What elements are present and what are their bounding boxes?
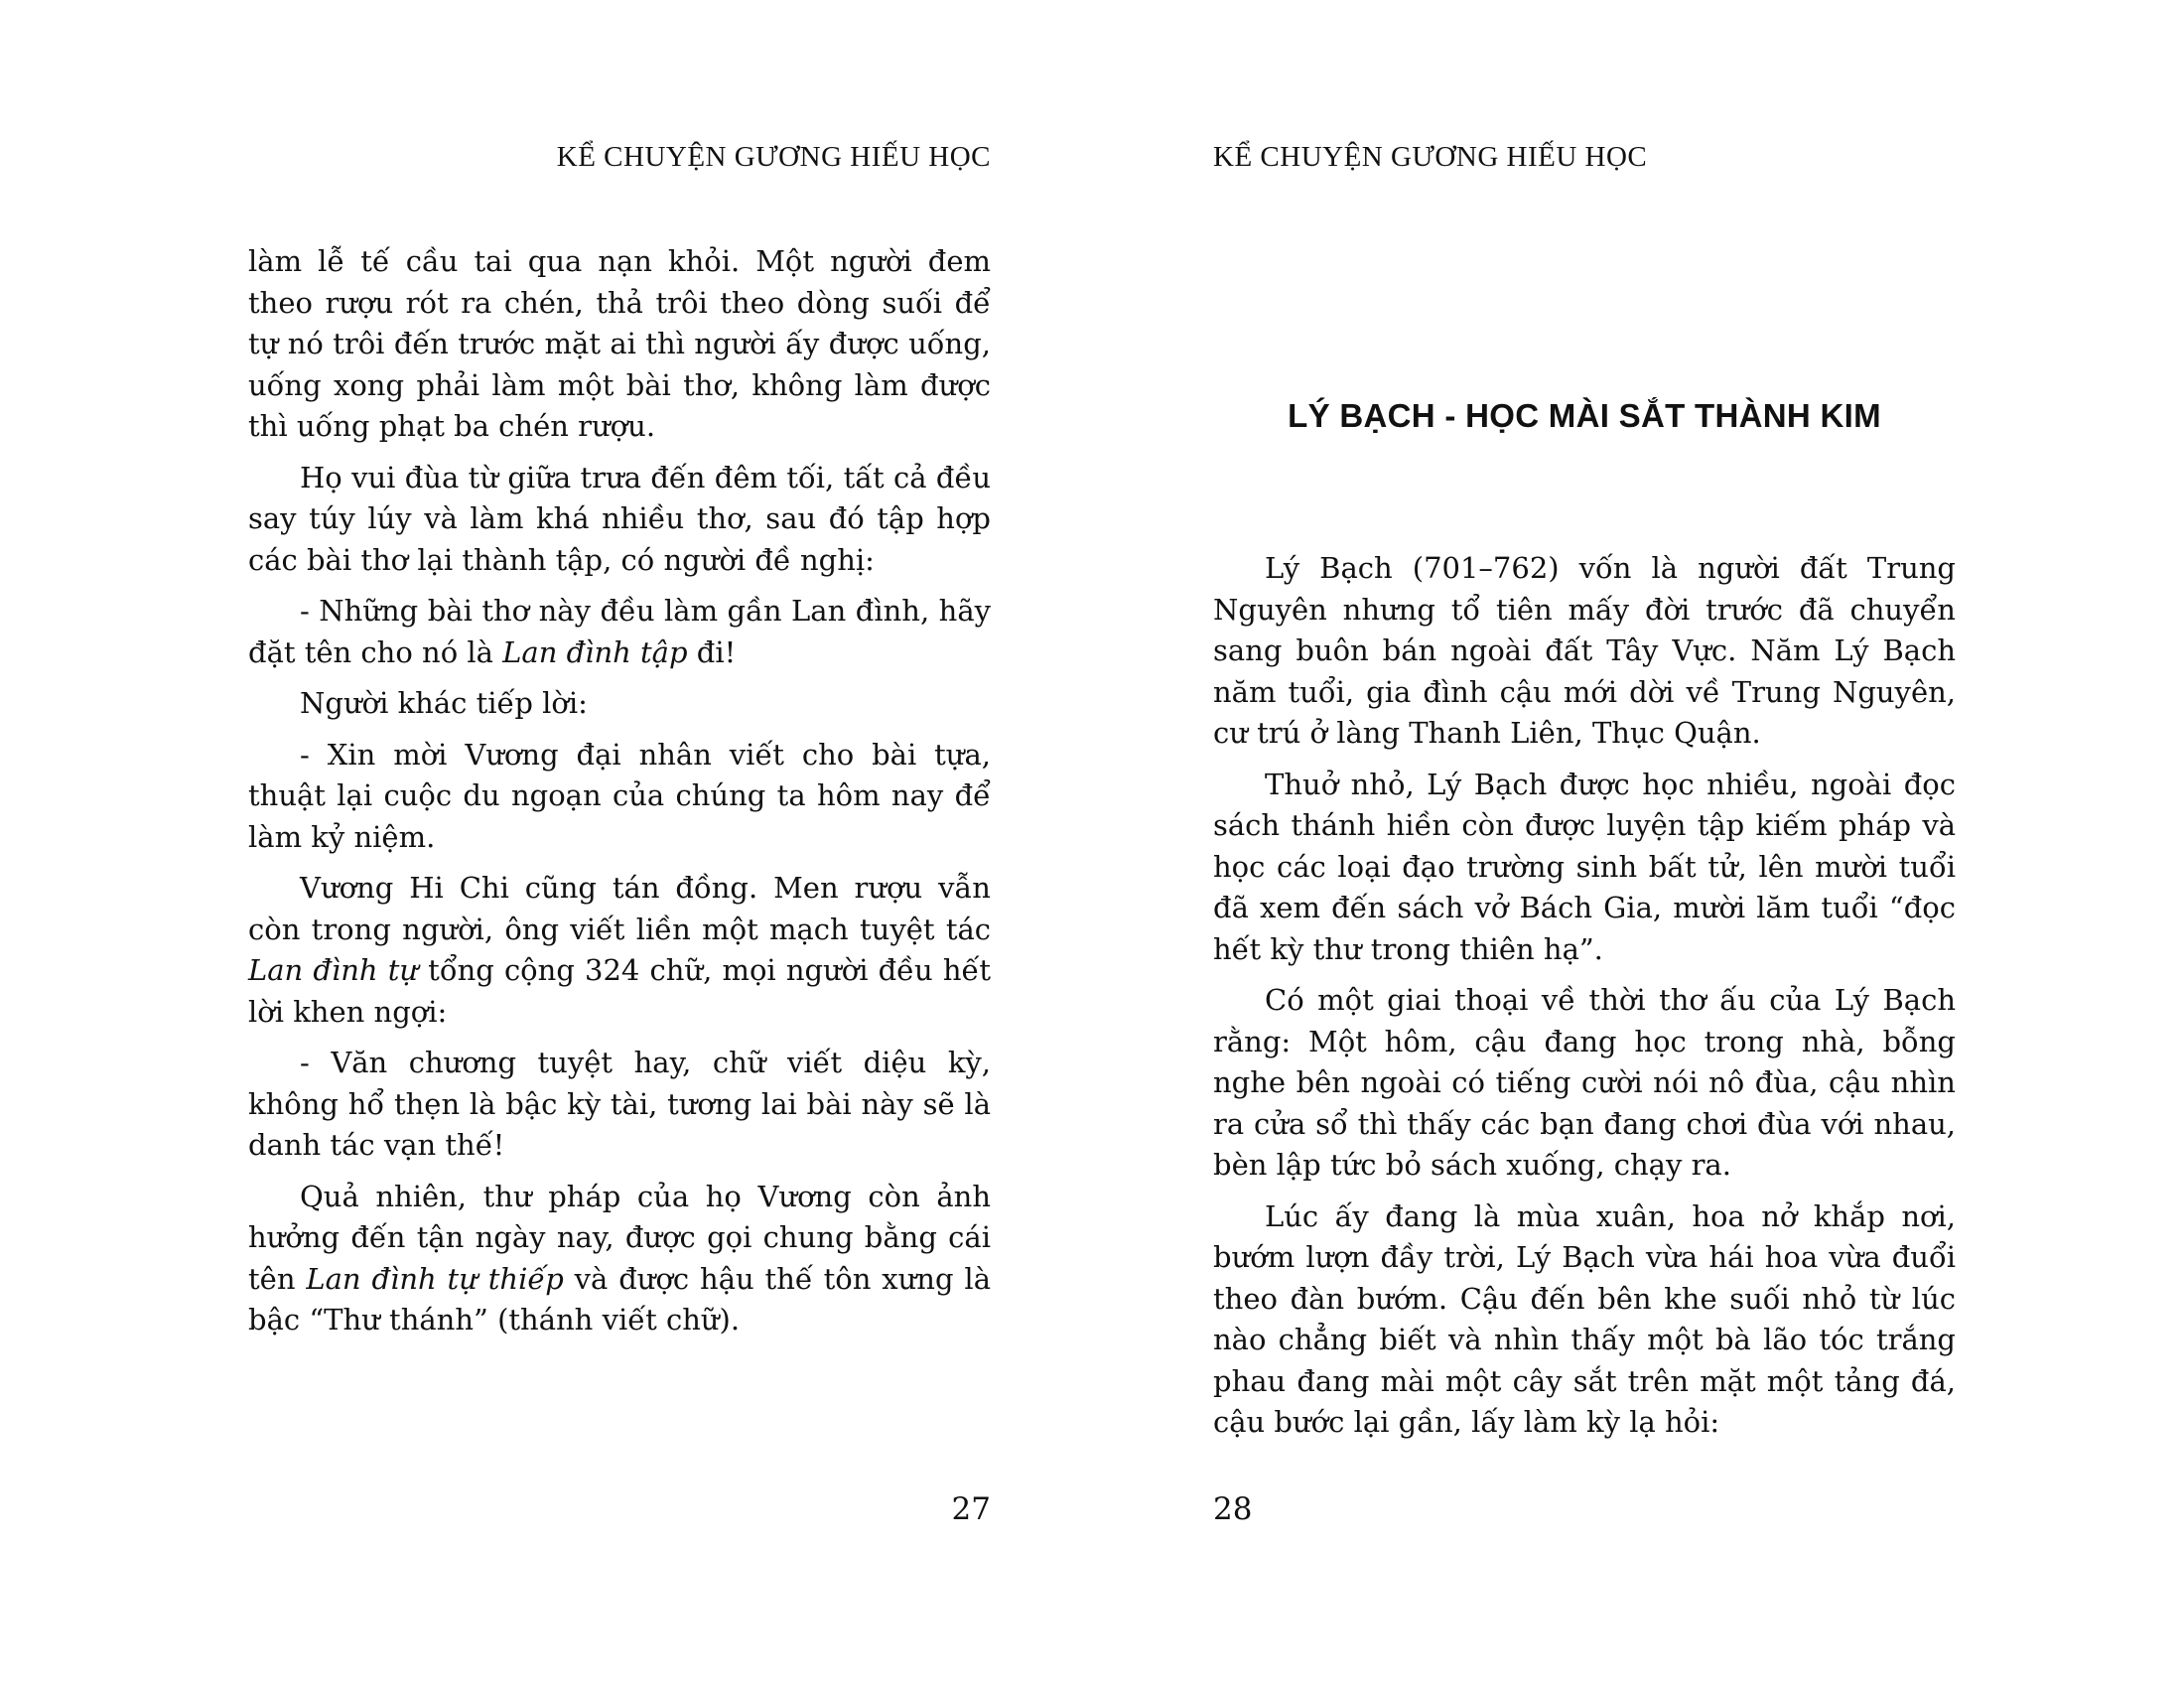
paragraph: Người khác tiếp lời: (300, 686, 588, 720)
paragraph (248, 1177, 991, 1341)
italic-title: Lan đình tự (248, 953, 419, 987)
italic-title: Lan đình tự thiếp (306, 1261, 564, 1296)
paragraph: Lý Bạch (701–762) vốn là người đất Trung Nguyên nhưng tổ tiên mấy đời trước đã chuyển sang buôn bán ngoài đất Tây Vực. Năm Lý Bạch năm tuổi, gia đình cậu mới dời về Trung Nguyên, cư trú ở làng Thanh Liên, Thục Quận. (1213, 551, 1956, 750)
text-run: - Những bài thơ này đều làm gần Lan đình, hãy đặt tên cho nó là (248, 594, 991, 669)
running-head: KỂ CHUYỆN GƯƠNG HIẾU HỌC (1213, 141, 1648, 173)
paragraph: - Văn chương tuyệt hay, chữ viết diệu kỳ, không hổ thẹn là bậc kỳ tài, tương lai bài này sẽ là danh tác vạn thế! (248, 1046, 991, 1162)
paragraph: Có một giai thoại về thời thơ ấu của Lý Bạch rằng: Một hôm, cậu đang học trong nhà, bỗng nghe bên ngoài có tiếng cười nói nô đùa, cậu nhìn ra cửa sổ thì thấy các bạn đang chơi đùa với nhau, bèn lập tức bỏ sách xuống, chạy ra. (1213, 983, 1956, 1182)
running-head: KỂ CHUYỆN GƯƠNG HIẾU HỌC (556, 141, 991, 173)
italic-title: Lan đình tập (502, 634, 688, 669)
paragraph: Thuở nhỏ, Lý Bạch được học nhiều, ngoài đọc sách thánh hiền còn được luyện tập kiếm pháp và học các loại đạo trường sinh bất tử, lên mười tuổi đã xem đến sách vở Bách Gia, mười lăm tuổi “đọc hết kỳ thư trong thiên hạ”. (1213, 767, 1956, 966)
right-page (1213, 0, 1956, 1688)
paragraph: - Xin mời Vương đại nhân viết cho bài tựa, thuật lại cuộc du ngoạn của chúng ta hôm nay để làm kỷ niệm. (248, 737, 991, 854)
paragraph: làm lễ tế cầu tai qua nạn khỏi. Một người đem theo rượu rót ra chén, thả trôi theo dòng suối để tự nó trôi đến trước mặt ai thì người ấy được uống, uống xong phải làm một bài thơ, không làm được thì uống phạt ba chén rượu. (248, 244, 991, 443)
page-body (248, 241, 991, 1351)
paragraph (248, 868, 991, 1033)
text-run: tổng cộng 324 chữ, mọi người đều hết lời khen ngợi: (248, 953, 992, 1029)
text-run: và được hậu thế tôn xưng là bậc “Thư thánh” (thánh viết chữ). (248, 1261, 991, 1336)
paragraph: Họ vui đùa từ giữa trưa đến đêm tối, tất cả đều say túy lúy và làm khá nhiều thơ, sau đó tập hợp các bài thơ lại thành tập, có người đề nghị: (248, 460, 991, 577)
left-page (248, 0, 991, 1688)
chapter-title: LÝ BẠCH - HỌC MÀI SẮT THÀNH KIM (1288, 397, 1881, 434)
paragraph (248, 591, 991, 673)
text-run: Quả nhiên, thư pháp của họ Vương còn ảnh hưởng đến tận ngày nay, được gọi chung bằng cái tên (248, 1179, 991, 1296)
page-body (1213, 548, 1956, 1454)
text-run: Vương Hi Chi cũng tán đồng. Men rượu vẫn còn trong người, ông viết liền một mạch tuyệt tác (248, 871, 991, 946)
text-run: đi! (687, 634, 737, 669)
page-number: 28 (1213, 1491, 1253, 1527)
page-number: 27 (951, 1491, 991, 1527)
paragraph: Lúc ấy đang là mùa xuân, hoa nở khắp nơi, bướm lượn đầy trời, Lý Bạch vừa hái hoa vừa đuổi theo đàn bướm. Cậu đến bên khe suối nhỏ từ lúc nào chẳng biết và nhìn thấy một bà lão tóc trắng phau đang mài một cây sắt trên mặt một tảng đá, cậu bước lại gần, lấy làm kỳ lạ hỏi: (1213, 1198, 1956, 1439)
